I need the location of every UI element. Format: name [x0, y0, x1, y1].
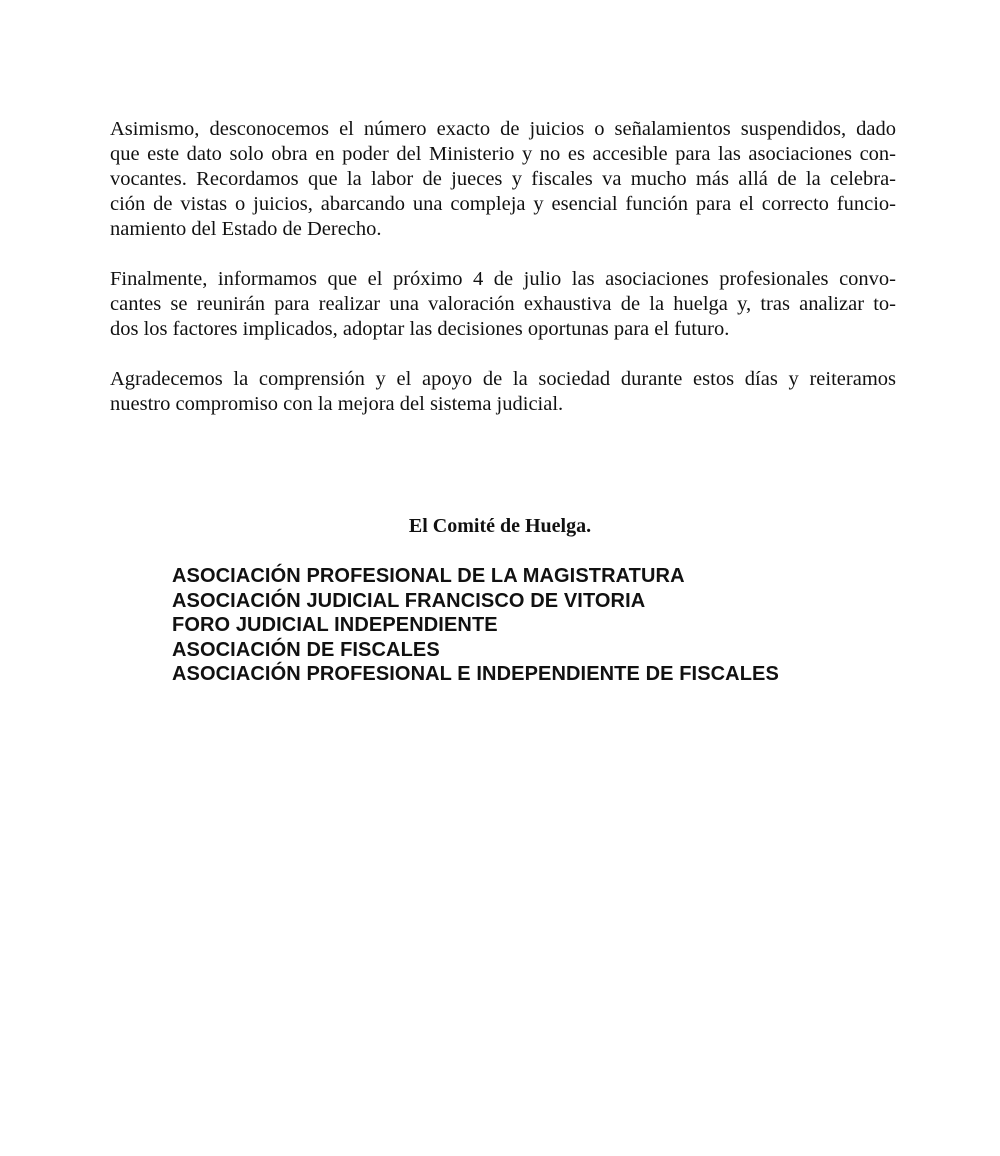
- association-item: ASOCIACIÓN JUDICIAL FRANCISCO DE VITORIA: [172, 589, 646, 612]
- document-body: [110, 117, 896, 442]
- text-line: Asimismo, desconocemos el número exacto de juicios o señalamientos suspendidos, dado: [110, 118, 896, 140]
- association-item: ASOCIACIÓN DE FISCALES: [172, 638, 440, 661]
- association-item: ASOCIACIÓN PROFESIONAL DE LA MAGISTRATURA: [172, 565, 685, 587]
- association-list: [172, 564, 912, 687]
- strike-committee-signature: El Comité de Huelga.: [408, 515, 592, 537]
- text-line: dos los factores implicados, adoptar las decisiones oportunas para el futuro.: [110, 318, 730, 340]
- text-line: vocantes. Recordamos que la labor de jueces y fiscales va mucho más allá de la celebra-: [110, 168, 896, 190]
- text-line: que este dato solo obra en poder del Ministerio y no es accesible para las asociaciones con-: [110, 143, 896, 165]
- text-line: nuestro compromiso con la mejora del sistema judicial.: [110, 393, 564, 415]
- paragraph-unknown-hearings: [110, 117, 896, 242]
- text-line: Agradecemos la comprensión y el apoyo de la sociedad durante estos días y reiteramos: [110, 368, 896, 390]
- association-item: ASOCIACIÓN PROFESIONAL E INDEPENDIENTE DE FISCALES: [172, 663, 779, 685]
- text-line: namiento del Estado de Derecho.: [110, 218, 382, 240]
- paragraph-july-meeting: [110, 267, 896, 342]
- paragraph-thanks: [110, 367, 896, 417]
- association-item: FORO JUDICIAL INDEPENDIENTE: [172, 614, 498, 636]
- text-line: cantes se reunirán para realizar una valoración exhaustiva de la huelga y, tras analizar to-: [110, 293, 896, 315]
- text-line: Finalmente, informamos que el próximo 4 de julio las asociaciones profesionales convo-: [110, 268, 896, 290]
- text-line: ción de vistas o juicios, abarcando una compleja y esencial función para el correcto funcio-: [110, 193, 896, 215]
